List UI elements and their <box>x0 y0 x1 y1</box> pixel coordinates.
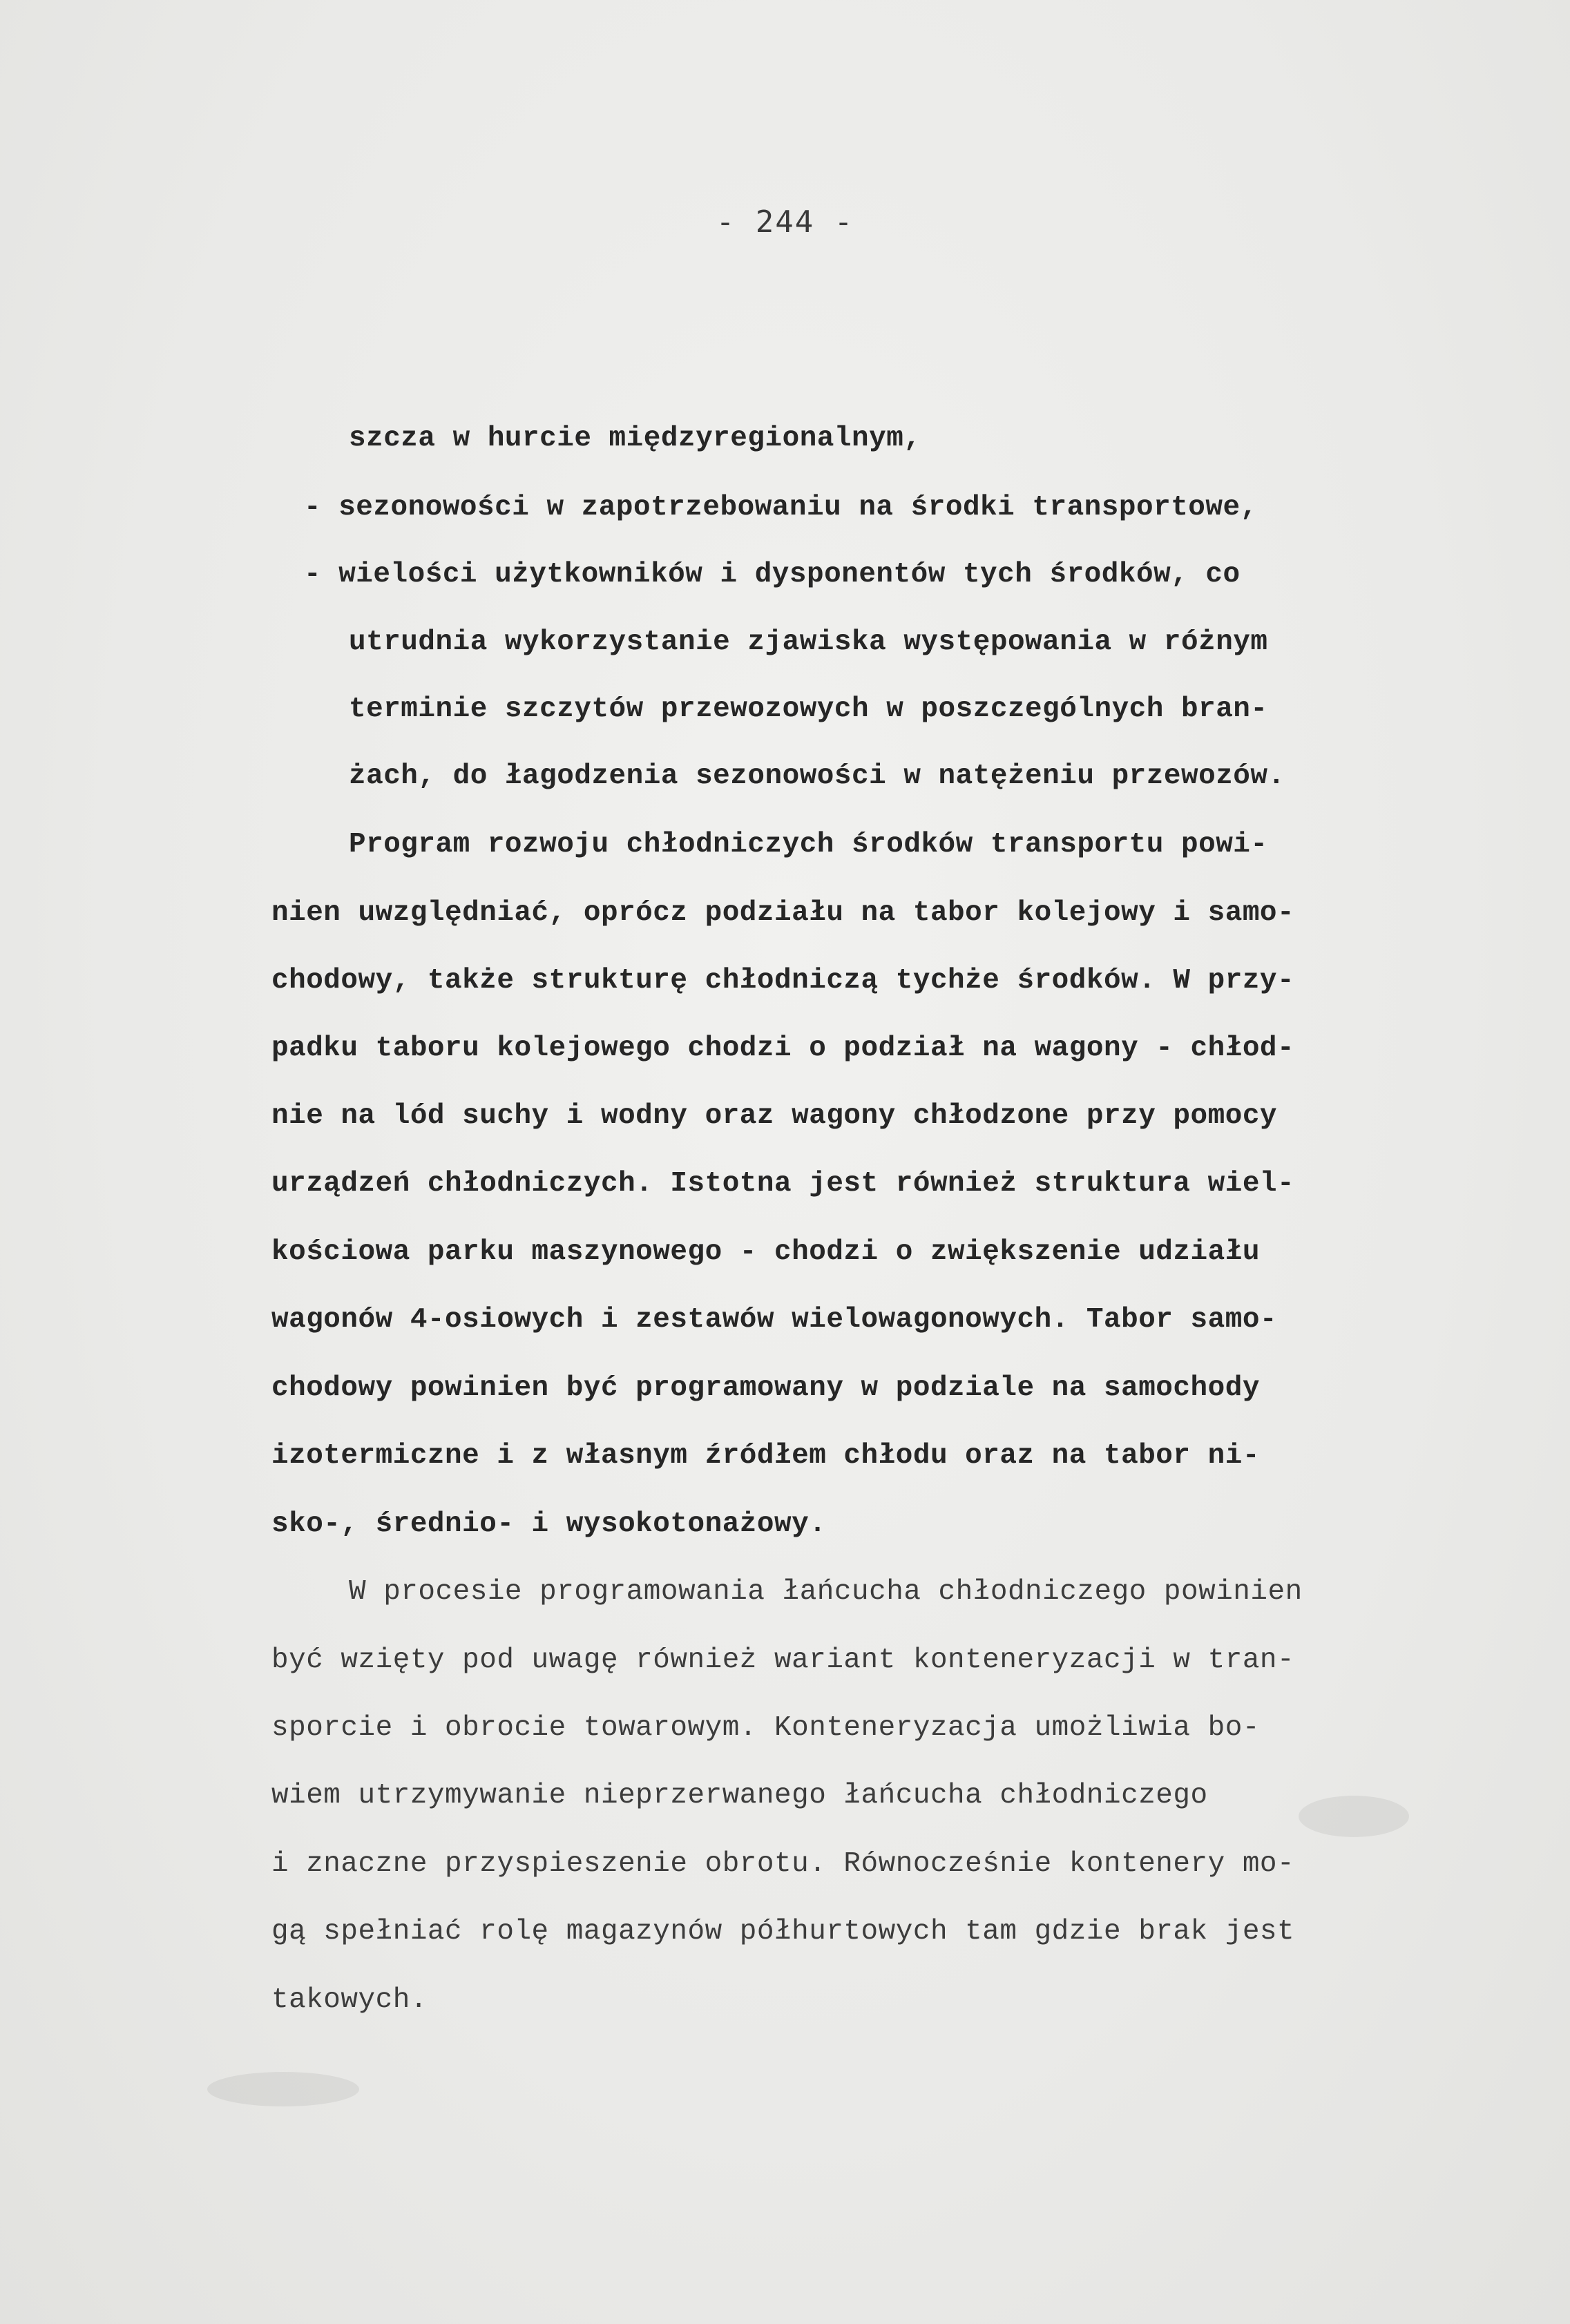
text-line: padku taboru kolejowego chodzi o podział na wagony - chłod- <box>271 1033 1295 1064</box>
text-line: utrudnia wykorzystanie zjawiska występowania w różnym <box>349 626 1268 658</box>
text-line: i znaczne przyspieszenie obrotu. Równocześnie kontenery mo- <box>271 1848 1295 1880</box>
text-line: Program rozwoju chłodniczych środków transportu powi- <box>349 829 1268 861</box>
text-line: takowych. <box>271 1984 428 2016</box>
text-line: izotermiczne i z własnym źródłem chłodu oraz na tabor ni- <box>271 1440 1260 1472</box>
text-line: wagonów 4-osiowych i zestawów wielowagonowych. Tabor samo- <box>271 1304 1278 1336</box>
text-line: nien uwzględniać, oprócz podziału na tabor kolejowy i samo- <box>271 897 1295 929</box>
text-line: żach, do łagodzenia sezonowości w natężeniu przewozów. <box>349 760 1285 792</box>
text-line: wiem utrzymywanie nieprzerwanego łańcucha chłodniczego <box>271 1780 1208 1812</box>
text-line: - wielości użytkowników i dysponentów tych środków, co <box>304 559 1241 590</box>
paper-stain <box>207 2072 359 2106</box>
text-line: szcza w hurcie międzyregionalnym, <box>349 423 921 454</box>
text-line: chodowy powinien być programowany w podziale na samochody <box>271 1372 1260 1404</box>
text-line: terminie szczytów przewozowych w poszczególnych bran- <box>349 693 1268 725</box>
text-line: nie na lód suchy i wodny oraz wagony chłodzone przy pomocy <box>271 1100 1278 1132</box>
text-line: W procesie programowania łańcucha chłodniczego powinien <box>349 1576 1303 1608</box>
text-line: - sezonowości w zapotrzebowaniu na środki transportowe, <box>304 492 1258 524</box>
text-line: kościowa parku maszynowego - chodzi o zwiększenie udziału <box>271 1236 1260 1268</box>
text-line: sporcie i obrocie towarowym. Konteneryzacja umożliwia bo- <box>271 1712 1260 1744</box>
text-line: być wzięty pod uwagę również wariant konteneryzacji w tran- <box>271 1644 1295 1676</box>
paper-stain <box>1299 1796 1409 1837</box>
text-line: urządzeń chłodniczych. Istotna jest również struktura wiel- <box>271 1168 1295 1200</box>
text-line: gą spełniać rolę magazynów półhurtowych tam gdzie brak jest <box>271 1916 1295 1948</box>
text-line: sko-, średnio- i wysokotonażowy. <box>271 1508 827 1540</box>
text-line: chodowy, także strukturę chłodniczą tychże środków. W przy- <box>271 965 1295 997</box>
page-number: - 244 - <box>716 204 854 240</box>
